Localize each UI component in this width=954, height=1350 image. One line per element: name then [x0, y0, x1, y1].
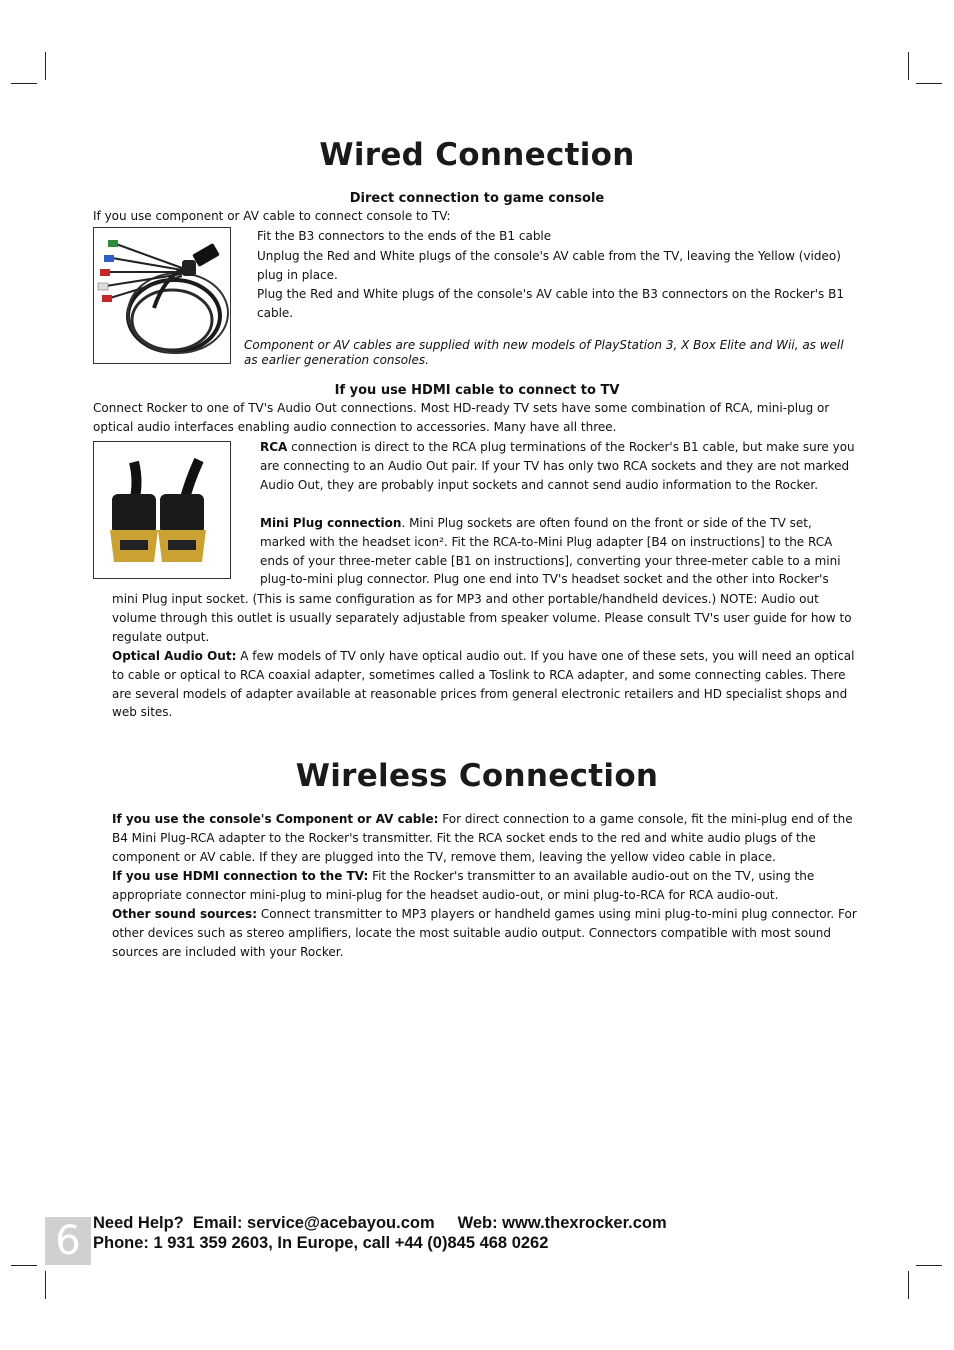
direct-step-1: Fit the B3 connectors to the ends of the B1 cable: [257, 229, 552, 243]
crop-mark: [916, 1265, 942, 1266]
crop-mark: [45, 52, 46, 80]
wireless-hdmi-paragraph: If you use HDMI connection to the TV: Fit the Rocker's transmitter to an available audio-out on the TV, using the appropriate connector mini-plug to mini-plug for the headset audio-out, or mini plug-to-RCA for RCA audio-out.: [112, 869, 815, 902]
optical-label: Optical Audio Out:: [112, 649, 237, 663]
wireless-component-paragraph: If you use the console's Component or AV cable: For direct connection to a game console, fit the mini-plug end of the B4 Mini Plug-RCA adapter to the Rocker's transmitter. Fit the RCA socket ends to the red and white audio plugs of the component or AV cable. If they are plugged into the TV, remove them, leaving the yellow video cable in place.: [112, 812, 853, 864]
crop-mark: [908, 52, 909, 80]
help-contact-line: Need Help? Email: service@acebayou.com Web: www.thexrocker.com: [93, 1214, 667, 1232]
crop-mark: [916, 83, 942, 84]
other-sources-paragraph: Other sound sources: Connect transmitter to MP3 players or handheld games using mini plug-to-mini plug connector. For other devices such as stereo amplifiers, locate the most suitable audio output. Connectors compatible with most sound sources are included with your Rocker.: [112, 907, 857, 959]
console-note: Component or AV cables are supplied with new models of PlayStation 3, X Box Elite and Wii, as well as earlier generation consoles.: [244, 338, 844, 367]
wired-title: Wired Connection: [319, 137, 635, 173]
component-label: If you use the console's Component or AV cable:: [112, 812, 439, 826]
page-number: 6: [45, 1217, 91, 1265]
crop-mark: [11, 1265, 37, 1266]
wireless-hdmi-label: If you use HDMI connection to the TV:: [112, 869, 369, 883]
hdmi-intro: Connect Rocker to one of TV's Audio Out connections. Most HD-ready TV sets have some combination of RCA, mini-plug or optical audio interfaces enabling audio connection to accessories. Many have all three.: [93, 401, 830, 434]
direct-intro: If you use component or AV cable to connect console to TV:: [93, 209, 451, 223]
other-sources-label: Other sound sources:: [112, 907, 257, 921]
rca-label: RCA: [260, 440, 288, 454]
av-cable-image: [93, 227, 231, 364]
direct-step-2: Unplug the Red and White plugs of the console's AV cable from the TV, leaving the Yellow (video) plug in place.: [257, 249, 841, 282]
optical-paragraph: Optical Audio Out: A few models of TV only have optical audio out. If you have one of these sets, you will need an optical to cable or optical to RCA coaxial adapter, sometimes called a Toslink to RCA adapter, and some connecting cables. There are several models of adapter available at reasonable prices from general electronic retailers and HD specialist shops and web sites.: [112, 649, 855, 720]
wireless-title: Wireless Connection: [295, 758, 659, 794]
hdmi-heading: If you use HDMI cable to connect to TV: [334, 383, 620, 398]
direct-step-3: Plug the Red and White plugs of the console's AV cable into the B3 connectors on the Rocker's B1 cable.: [257, 287, 844, 320]
mini-plug-label: Mini Plug connection: [260, 516, 402, 530]
rca-paragraph: RCA connection is direct to the RCA plug terminations of the Rocker's B1 cable, but make sure you are connecting to an Audio Out pair. If your TV has only two RCA sockets and they are not marked Audio Out, they are probably input sockets and cannot send audio information to the Rocker.: [260, 440, 855, 492]
crop-mark: [11, 83, 37, 84]
mini-plug-continued: mini Plug input socket. (This is same configuration as for MP3 and other portable/handheld devices.) NOTE: Audio out volume through this outlet is usually separately adjustable from speaker volume. Please consult TV's user guide for how to regulate output.: [112, 592, 852, 644]
phone-contact-line: Phone: 1 931 359 2603, In Europe, call +44 (0)845 468 0262: [93, 1234, 549, 1252]
crop-mark: [908, 1271, 909, 1299]
hdmi-cable-image: [93, 441, 231, 579]
crop-mark: [45, 1271, 46, 1299]
mini-plug-paragraph: Mini Plug connection. Mini Plug sockets are often found on the front or side of the TV set, marked with the headset icon². Fit the RCA-to-Mini Plug adapter [B4 on instructions] to the RCA ends of your three-meter cable [B1 on instructions], converting your three-meter cable to a mini plug-to-mini plug connector. Plug one end into TV's headset socket and the other into Rocker's: [260, 516, 841, 587]
direct-heading: Direct connection to game console: [349, 191, 605, 206]
